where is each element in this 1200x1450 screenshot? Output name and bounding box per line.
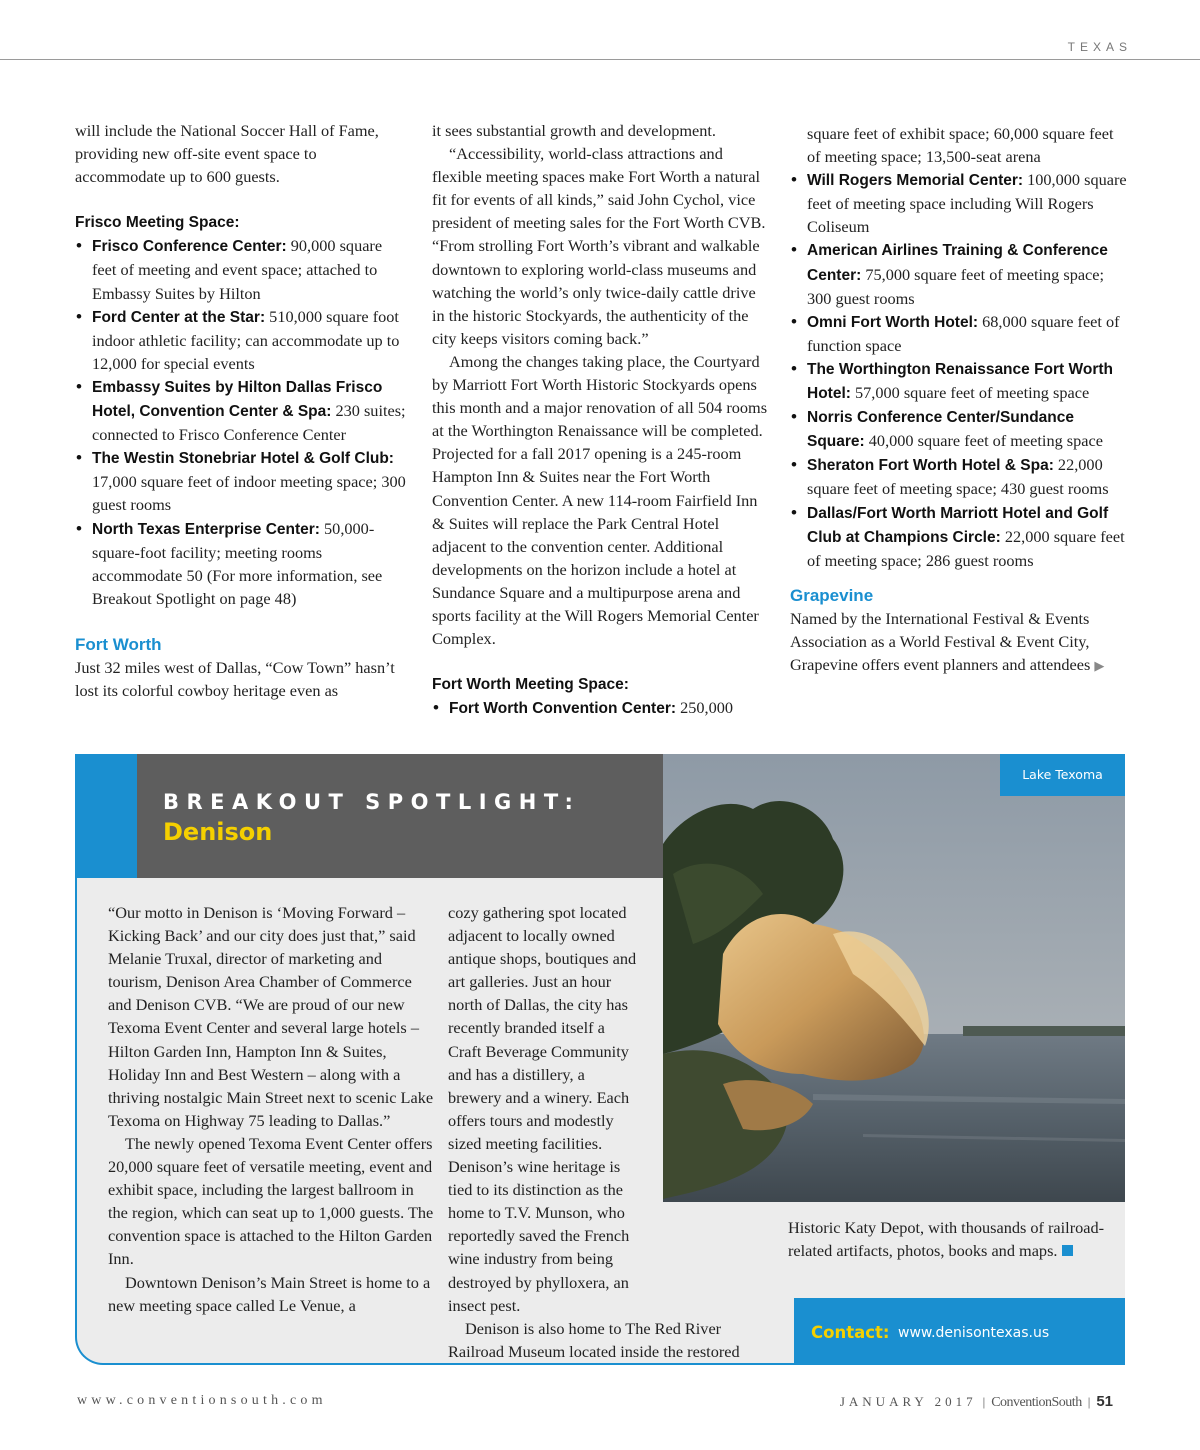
breakout-city: Denison <box>163 818 273 846</box>
photo-caption <box>788 1216 1106 1262</box>
contact-bar <box>794 1298 1125 1365</box>
list-item <box>790 501 1130 572</box>
grapevine-intro <box>790 607 1130 677</box>
fort-worth-meeting-space-heading: Fort Worth Meeting Space: <box>432 676 629 694</box>
venue-details: 17,000 square feet of indoor meeting space; 300 guest rooms <box>92 472 406 515</box>
breakout-column-1 <box>108 901 436 1317</box>
breakout-paragraph: Downtown Denison’s Main Street is home to a new meeting space called Le Venue, a <box>108 1272 431 1315</box>
publication-name: ConventionSouth <box>991 1395 1082 1410</box>
list-item <box>790 405 1130 453</box>
photo-location-tag: Lake Texoma <box>1000 754 1125 796</box>
venue-name: Ford Center at the Star: <box>92 308 266 326</box>
venue-details: 40,000 square feet of meeting space <box>864 431 1103 451</box>
venue-details: 22,000 square feet of meeting space; 430 guest rooms <box>807 455 1109 499</box>
venue-name: Sheraton Fort Worth Hotel & Spa: <box>807 457 1054 475</box>
grapevine-heading: Grapevine <box>790 585 874 605</box>
venue-details: 75,000 square feet of meeting space; 300 guest rooms <box>807 264 1105 308</box>
venue-details: 100,000 square feet of meeting space including Will Rogers Coliseum <box>807 170 1127 237</box>
col3-continuation: square feet of exhibit space; 60,000 square feet of meeting space; 13,500-seat arena <box>807 124 1114 167</box>
breakout-paragraph <box>448 901 638 1317</box>
continue-arrow-icon: ▶ <box>1094 657 1105 673</box>
breakout-kicker: BREAKOUT SPOTLIGHT: <box>163 790 581 814</box>
venue-name: Dallas/Fort Worth Marriott Hotel and Golf Club at Champions Circle: <box>807 504 1109 546</box>
breakout-column-2 <box>448 901 773 1363</box>
fort-worth-venue-list <box>432 696 768 720</box>
list-item <box>790 357 1130 405</box>
list-item <box>75 446 410 516</box>
venue-details: 510,000 square foot indoor athletic facility; can accommodate up to 12,000 for special events <box>92 306 400 373</box>
list-item <box>790 168 1130 238</box>
venue-details: 57,000 square feet of meeting space <box>850 383 1090 403</box>
article-column-1 <box>75 119 410 702</box>
article-column-2 <box>432 119 768 720</box>
list-item <box>75 517 410 610</box>
breakout-accent-strip <box>75 754 137 878</box>
grapevine-intro-text: Named by the International Festival & Events Association as a World Festival & Event City, Grapevine offers event planners and attendees <box>790 608 1091 674</box>
breakout-paragraph: Denison is also home to The Red River Railroad Museum located inside the restored <box>448 1318 740 1361</box>
list-item <box>75 375 410 446</box>
footer-website[interactable]: www.conventionsouth.com <box>77 1393 327 1408</box>
col2-paragraph: “Accessibility, world-class attractions and flexible meeting spaces make Fort Worth a natural fit for events of all kinds,” said John Cychol, vice president of meeting sales for the Fort Worth CVB. “From strolling Fort Worth’s vibrant and walkable downtown to exploring world-class museums and watching the world’s only twice-daily cattle drive in the historic Stockyards, the authenticity of the city keeps visitors coming back.” <box>432 144 766 348</box>
venue-details: 22,000 square feet of meeting space; 286 guest rooms <box>807 526 1125 570</box>
fort-worth-venue-list-continued <box>790 168 1130 572</box>
header-rule <box>0 59 1200 60</box>
venue-name: Omni Fort Worth Hotel: <box>807 313 979 331</box>
frisco-meeting-space-heading: Frisco Meeting Space: <box>75 214 240 232</box>
contact-link[interactable]: www.denisontexas.us <box>898 1325 1050 1341</box>
col2-paragraph: Among the changes taking place, the Courtyard by Marriott Fort Worth Historic Stockyards opens this month and a major renovation of all 504 rooms at the Worthington Renaissance will be completed. Projected for a fall 2017 opening is a 245-room Hampton Inn & Suites near the Fort Worth Convention Center. A new 114-room Fairfield Inn & Suites will replace the Park Central Hotel adjacent to the convention center. Additional developments on the horizon include a hotel at Sundance Square and a multipurpose arena and sports facility at the Will Rogers Memorial Center Complex. <box>432 351 768 649</box>
list-item <box>790 310 1130 357</box>
list-item <box>75 234 410 304</box>
venue-details: 68,000 square feet of function space <box>807 311 1120 355</box>
col2-paragraph: it sees substantial growth and development. <box>432 121 716 140</box>
fort-worth-heading: Fort Worth <box>75 634 162 654</box>
col1-intro: will include the National Soccer Hall of Fame, providing new off-site event space to accommodate up to 600 guests. <box>75 121 379 187</box>
venue-name: American Airlines Training & Conference Center: <box>807 242 1108 284</box>
end-mark-icon <box>1062 1245 1073 1256</box>
list-item <box>790 453 1130 500</box>
issue-date: JANUARY 2017 <box>839 1394 977 1409</box>
venue-name: Frisco Conference Center: <box>92 238 287 256</box>
breakout-paragraph: “Our motto in Denison is ‘Moving Forward – Kicking Back’ and our city does just that,” said Melanie Truxal, director of marketing and tourism, Denison Area Chamber of Commerce and Denison CVB. “We are proud of our new Texoma Event Center and several large hotels – Hilton Garden Inn, Hampton Inn & Suites, Holiday Inn and Best Western – along with a thriving nostalgic Main Street next to scenic Lake Texoma on Highway 75 leading to Dallas.” <box>108 903 434 1130</box>
article-column-3 <box>790 122 1130 677</box>
breakout-paragraph: The newly opened Texoma Event Center offers 20,000 square feet of versatile meeting, event and exhibit space, including the largest ballroom in the region, which can seat up to 1,000 guests. The convention space is attached to the Hilton Garden Inn. <box>108 1133 434 1269</box>
frisco-venue-list <box>75 234 410 610</box>
venue-name: Fort Worth Convention Center: <box>449 700 677 718</box>
list-item <box>75 305 410 375</box>
caption-text: Historic Katy Depot, with thousands of railroad-related artifacts, photos, books and maps. <box>788 1218 1105 1261</box>
footer-issue-info: JANUARY 2017 | ConventionSouth | 51 <box>839 1393 1113 1410</box>
venue-details: 230 suites; connected to Frisco Conference Center <box>92 401 406 445</box>
breakout-spotlight <box>75 754 1125 1365</box>
venue-details: 250,000 <box>676 698 734 718</box>
venue-details: 90,000 square feet of meeting and event space; attached to Embassy Suites by Hilton <box>92 236 383 303</box>
breakout-title-box <box>137 754 663 878</box>
venue-name: The Westin Stonebriar Hotel & Golf Club: <box>92 450 394 468</box>
contact-label: Contact: <box>811 1323 890 1342</box>
venue-details: 50,000-square-foot facility; meeting rooms accommodate 50 (For more information, see Breakout Spotlight on page 48) <box>92 518 383 608</box>
venue-name: The Worthington Renaissance Fort Worth Hotel: <box>807 360 1113 403</box>
venue-name: North Texas Enterprise Center: <box>92 520 320 538</box>
venue-name: Norris Conference Center/Sundance Square: <box>807 409 1075 451</box>
list-item <box>432 696 768 720</box>
page-number: 51 <box>1096 1393 1113 1410</box>
fort-worth-intro: Just 32 miles west of Dallas, “Cow Town” hasn’t lost its colorful cowboy heritage even as <box>75 657 395 700</box>
list-item <box>790 238 1130 309</box>
section-label: TEXAS <box>1067 40 1132 54</box>
venue-name: Embassy Suites by Hilton Dallas Frisco Hotel, Convention Center & Spa: <box>92 378 383 421</box>
breakout-paragraph-text: cozy gathering spot located adjacent to locally owned antique shops, boutiques and art galleries. Just an hour north of Dallas, the city has recently branded itself a Craft Beverage Community and has a distillery, a brewery and a winery. Each offers tours and modestly sized meeting facilities. Denison’s wine heritage is tied to its distinction as the home to T.V. Munson, who reportedly saved the French wine industry from being destroyed by phylloxera, an insect pest. <box>448 903 637 1315</box>
venue-name: Will Rogers Memorial Center: <box>807 172 1024 190</box>
